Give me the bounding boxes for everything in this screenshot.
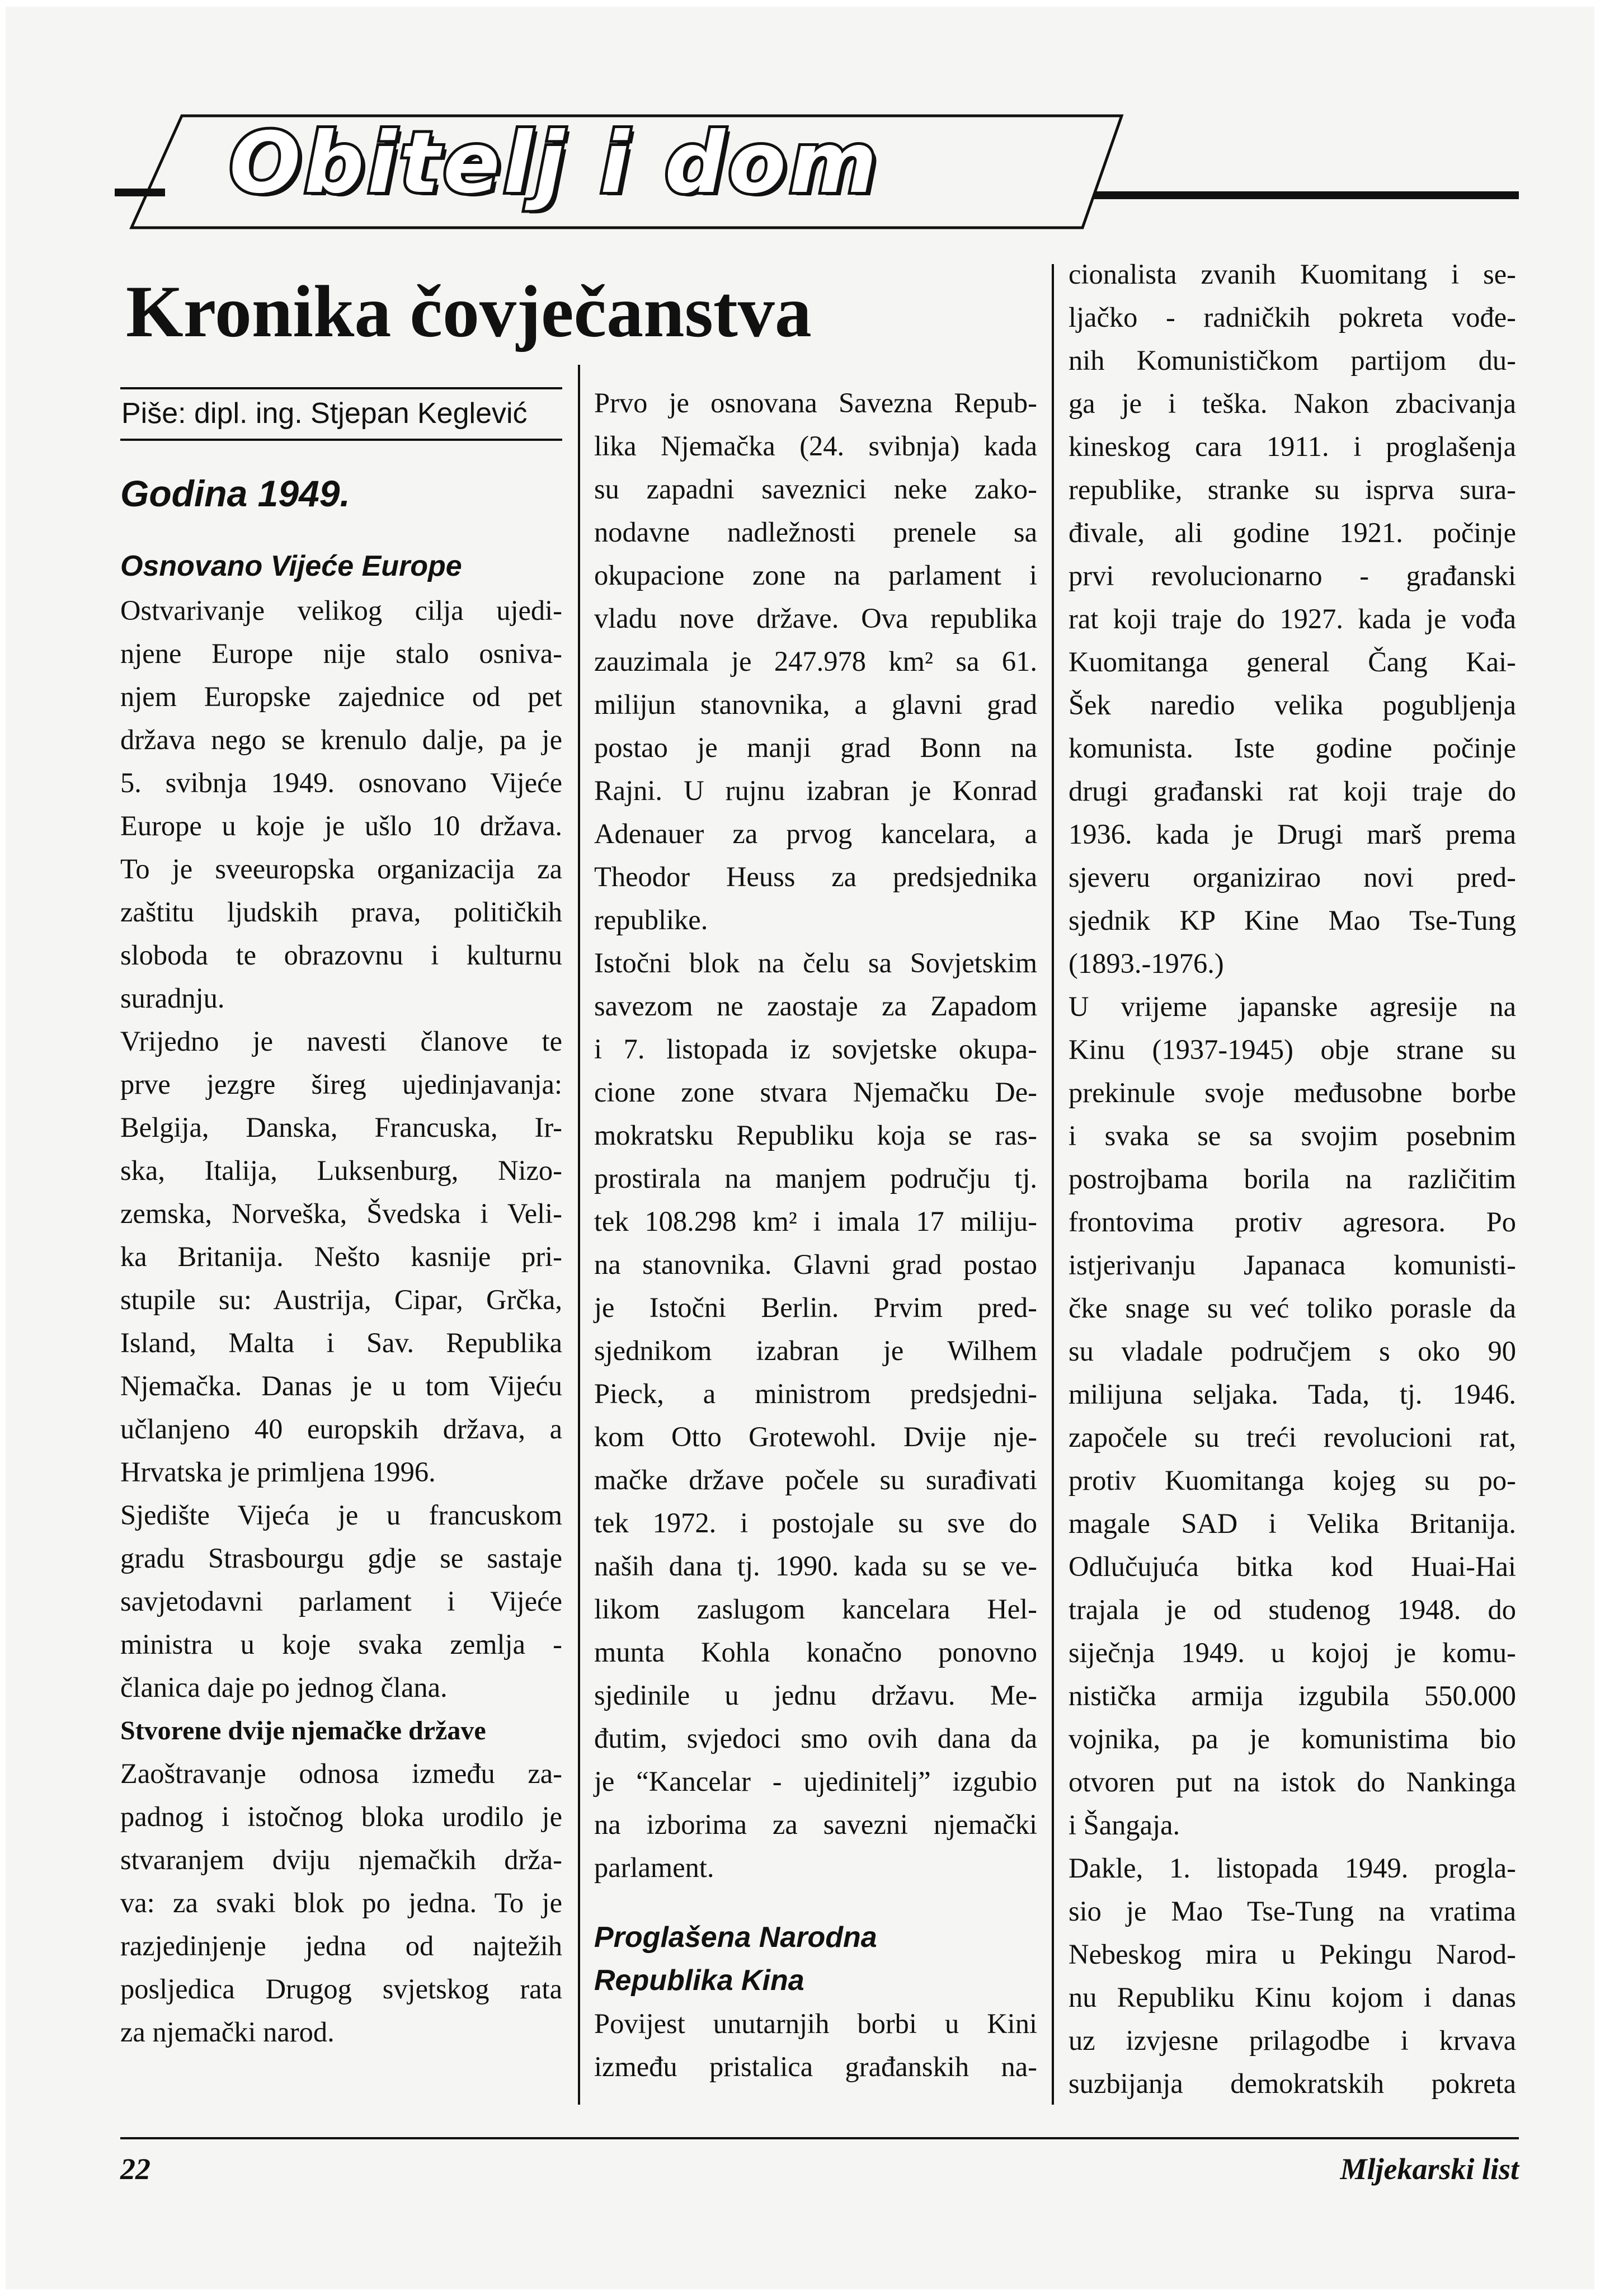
text-line: vladu nove države. Ova republika <box>594 603 1037 634</box>
column-divider-2 <box>1052 264 1054 2105</box>
text-line: milijuna seljaka. Tada, tj. 1946. <box>1069 1378 1516 1410</box>
author-byline: Piše: dipl. ing. Stjepan Keglević <box>121 397 528 430</box>
text-line: republike. <box>594 904 708 935</box>
text-line: suzbijanja demokratskih pokreta <box>1069 2068 1516 2099</box>
text-line: frontovima protiv agresora. Po <box>1069 1206 1516 1238</box>
text-line: nih Komunističkom partijom du- <box>1069 345 1516 376</box>
text-line: gradu Strasbourgu gdje se sastaje <box>120 1542 562 1574</box>
text-line: stupile su: Austrija, Cipar, Grčka, <box>120 1284 562 1315</box>
paragraph-council-3 <box>120 1494 562 1709</box>
text-line: zemska, Norveška, Švedska i Veli- <box>120 1198 562 1229</box>
text-line: milijun stanovnika, a glavni grad <box>594 689 1037 720</box>
text-line: istjerivanju Japanaca komunisti- <box>1069 1249 1516 1281</box>
text-line: prve jezgre šireg ujedinjavanja: <box>120 1069 562 1100</box>
paragraph-china-history <box>594 2002 1037 2088</box>
text-line: prostirala na manjem području tj. <box>594 1163 1037 1194</box>
text-line: razjedinjenje jedna od najtežih <box>120 1930 562 1961</box>
text-line: vojnika, pa je komunistima bio <box>1069 1723 1516 1754</box>
text-line: Island, Malta i Sav. Republika <box>120 1327 562 1358</box>
text-line: članica daje po jednog člana. <box>120 1672 448 1703</box>
column-1 <box>120 471 562 2054</box>
text-line: trajala je od studenog 1948. do <box>1069 1594 1516 1625</box>
text-line: cionalista zvanih Kuomitang i se- <box>1069 258 1516 290</box>
text-line: mokratsku Republiku koja se ras- <box>594 1119 1037 1151</box>
text-line: je “Kancelar - ujedinitelj” izgubio <box>594 1766 1037 1797</box>
column-3 <box>1069 253 1516 2105</box>
text-line: Ostvarivanje velikog cilja ujedi- <box>120 595 562 626</box>
paragraph-gdr <box>594 942 1037 1889</box>
text-line: njene Europe nije stalo osniva- <box>120 638 562 669</box>
text-line: Kuomitanga general Čang Kai- <box>1069 646 1516 677</box>
text-line: ga je i teška. Nakon zbacivanja <box>1069 388 1516 419</box>
footer-rule <box>120 2137 1519 2139</box>
text-line: nodavne nadležnosti prenele sa <box>594 516 1037 548</box>
text-line: za njemački narod. <box>120 2016 335 2048</box>
text-line: drugi građanski rat koji traje do <box>1069 775 1516 807</box>
text-line: savjetodavni parlament i Vijeće <box>120 1585 562 1617</box>
banner-rule <box>1094 191 1519 199</box>
text-line: komunista. Iste godine počinje <box>1069 732 1516 764</box>
column-divider-1 <box>578 365 580 2105</box>
text-line: i 7. listopada iz sovjetske okupa- <box>594 1033 1037 1065</box>
text-line: (1893.-1976.) <box>1069 948 1224 979</box>
text-line: nu Republiku Kinu kojom i danas <box>1069 1982 1516 2013</box>
text-line: prekinule svoje međusobne borbe <box>1069 1077 1516 1108</box>
text-line: postrojbama borila na različitim <box>1069 1163 1516 1194</box>
text-line: đutim, svjedoci smo ovih dana da <box>594 1723 1037 1754</box>
text-line: država nego se krenulo dalje, pa je <box>120 724 562 755</box>
text-line: zaštitu ljudskih prava, političkih <box>120 896 562 928</box>
text-line: i Šangaja. <box>1069 1809 1180 1841</box>
text-line: mačke države počele su surađivati <box>594 1464 1037 1495</box>
text-line: posljedica Drugog svjetskog rata <box>120 1973 562 2005</box>
paragraph-german-states <box>120 1752 562 2054</box>
article-title: Kronika čovječanstva <box>126 270 812 352</box>
text-line: njem Europske zajednice od pet <box>120 681 562 712</box>
text-line: Povijest unutarnjih borbi u Kini <box>594 2008 1037 2039</box>
text-line: između pristalica građanskih na- <box>594 2051 1037 2082</box>
text-line: Pieck, a ministrom predsjedni- <box>594 1378 1037 1409</box>
paragraph-japanese-aggression <box>1069 985 1516 1847</box>
paragraph-council-1 <box>120 589 562 1020</box>
text-line: sio je Mao Tse-Tung na vratima <box>1069 1895 1516 1927</box>
text-line: Prvo je osnovana Savezna Repub- <box>594 387 1037 418</box>
text-line: Adenauer za prvog kancelara, a <box>594 818 1037 849</box>
text-line: na izborima za savezni njemački <box>594 1809 1037 1840</box>
text-line: otvoren put na istok do Nankinga <box>1069 1766 1516 1798</box>
text-line: ministra u koje svaka zemlja - <box>120 1629 562 1660</box>
text-line: Theodor Heuss za predsjednika <box>594 861 1037 892</box>
text-line: siječnja 1949. u kojoj je komu- <box>1069 1637 1516 1668</box>
subheading-council-of-europe: Osnovano Vijeće Europe <box>120 550 462 582</box>
text-line: i svaka se sa svojim posebnim <box>1069 1120 1516 1151</box>
text-line: padnog i istočnog bloka urodilo je <box>120 1801 562 1832</box>
text-line: okupacione zone na parlament i <box>594 559 1037 591</box>
text-line: sjedinile u jednu državu. Me- <box>594 1679 1037 1711</box>
paragraph-frg <box>594 382 1037 942</box>
text-line: republike, stranke su isprva sura- <box>1069 474 1516 505</box>
text-line: đivale, ali godine 1921. počinje <box>1069 517 1516 548</box>
text-line: 5. svibnja 1949. osnovano Vijeće <box>120 767 562 798</box>
page-number: 22 <box>120 2152 150 2186</box>
paragraph-proclamation <box>1069 1847 1516 2105</box>
text-line: suradnju. <box>120 982 225 1014</box>
text-line: cione zone stvara Njemačku De- <box>594 1076 1037 1108</box>
text-line: na stanovnika. Glavni grad postao <box>594 1249 1037 1280</box>
subheading-line: Proglašena Narodna <box>594 1921 877 1954</box>
page <box>6 7 1594 2289</box>
text-line: zauzimala je 247.978 km² sa 61. <box>594 646 1037 677</box>
author-rule-bottom <box>120 439 562 441</box>
text-line: započele su treći revolucioni rat, <box>1069 1422 1516 1453</box>
text-line: Istočni blok na čelu sa Sovjetskim <box>594 947 1037 978</box>
subheading-two-german-states: Stvorene dvije njemačke države <box>120 1716 486 1745</box>
text-line: stvaranjem dviju njemačkih drža- <box>120 1844 562 1875</box>
text-line: sjeveru organizirao novi pred- <box>1069 862 1516 893</box>
text-line: 1936. kada je Drugi marš prema <box>1069 818 1516 850</box>
text-line: prvi revolucionarno - građanski <box>1069 560 1516 591</box>
text-line: Rajni. U rujnu izabran je Konrad <box>594 775 1037 806</box>
text-line: učlanjeno 40 europskih država, a <box>120 1413 562 1445</box>
text-line: je Istočni Berlin. Prvim pred- <box>594 1292 1037 1323</box>
text-line: rat koji traje do 1927. kada je vođa <box>1069 603 1516 634</box>
text-line: čke snage su već toliko porasle da <box>1069 1292 1516 1324</box>
text-line: lika Njemačka (24. svibnja) kada <box>594 430 1037 462</box>
text-line: ljačko - radničkih pokreta vođe- <box>1069 302 1516 333</box>
column-2 <box>594 382 1037 2088</box>
text-line: Sjedište Vijeća je u francuskom <box>120 1499 562 1531</box>
text-line: munta Kohla konačno ponovno <box>594 1636 1037 1668</box>
text-line: Vrijedno je navesti članove te <box>120 1025 562 1057</box>
paragraph-council-2 <box>120 1020 562 1494</box>
text-line: sloboda te obrazovnu i kulturnu <box>120 939 562 971</box>
text-line: Europe u koje je ušlo 10 država. <box>120 810 562 841</box>
text-line: Nebeskog mira u Pekingu Narod- <box>1069 1939 1516 1970</box>
text-line: va: za svaki blok po jedna. To je <box>120 1887 562 1918</box>
text-line: Šek naredio velika pogubljenja <box>1069 689 1516 721</box>
text-line: parlament. <box>594 1852 714 1883</box>
text-line: Zaoštravanje odnosa između za- <box>120 1758 562 1789</box>
text-line: likom zaslugom kancelara Hel- <box>594 1593 1037 1625</box>
paragraph-china-civil-wars <box>1069 253 1516 985</box>
text-line: Belgija, Danska, Francuska, Ir- <box>120 1112 562 1143</box>
text-line: postao je manji grad Bonn na <box>594 732 1037 763</box>
text-line: tek 1972. i postojale su sve do <box>594 1507 1037 1538</box>
publication-name: Mljekarski list <box>1340 2152 1519 2186</box>
author-rule-top <box>120 387 562 389</box>
text-line: tek 108.298 km² i imala 17 miliju- <box>594 1206 1037 1237</box>
text-line: su vladale područjem s oko 90 <box>1069 1335 1516 1367</box>
text-line: Dakle, 1. listopada 1949. progla- <box>1069 1852 1516 1884</box>
text-line: sjednikom izabran je Wilhem <box>594 1335 1037 1366</box>
text-line: Kinu (1937-1945) obje strane su <box>1069 1034 1516 1065</box>
year-heading: Godina 1949. <box>120 473 350 514</box>
section-title: Obitelj i dom <box>229 115 881 212</box>
text-line: Hrvatska je primljena 1996. <box>120 1456 436 1488</box>
text-line: Njemačka. Danas je u tom Vijeću <box>120 1370 562 1401</box>
text-line: nistička armija izgubila 550.000 <box>1069 1680 1516 1711</box>
text-line: ska, Italija, Luksenburg, Nizo- <box>120 1155 562 1186</box>
text-line: Odlučujuća bitka kod Huai-Hai <box>1069 1551 1516 1582</box>
text-line: su zapadni saveznici neke zako- <box>594 473 1037 505</box>
text-line: kineskog cara 1911. i proglašenja <box>1069 431 1516 462</box>
text-line: kom Otto Grotewohl. Dvije nje- <box>594 1421 1037 1452</box>
text-line: To je sveeuropska organizacija za <box>120 853 562 884</box>
text-line: savezom ne zaostaje za Zapadom <box>594 990 1037 1022</box>
text-line: naših dana tj. 1990. kada su se ve- <box>594 1550 1037 1582</box>
text-line: ka Britanija. Nešto kasnije pri- <box>120 1241 562 1272</box>
subheading-prc <box>594 1916 1037 2002</box>
text-line: uz izvjesne prilagodbe i krvava <box>1069 2025 1516 2056</box>
text-line: protiv Kuomitanga kojeg su po- <box>1069 1465 1516 1496</box>
text-line: U vrijeme japanske agresije na <box>1069 991 1516 1022</box>
text-line: magale SAD i Velika Britanija. <box>1069 1508 1516 1539</box>
text-line: sjednik KP Kine Mao Tse-Tung <box>1069 905 1516 936</box>
subheading-line: Republika Kina <box>594 1964 804 1997</box>
